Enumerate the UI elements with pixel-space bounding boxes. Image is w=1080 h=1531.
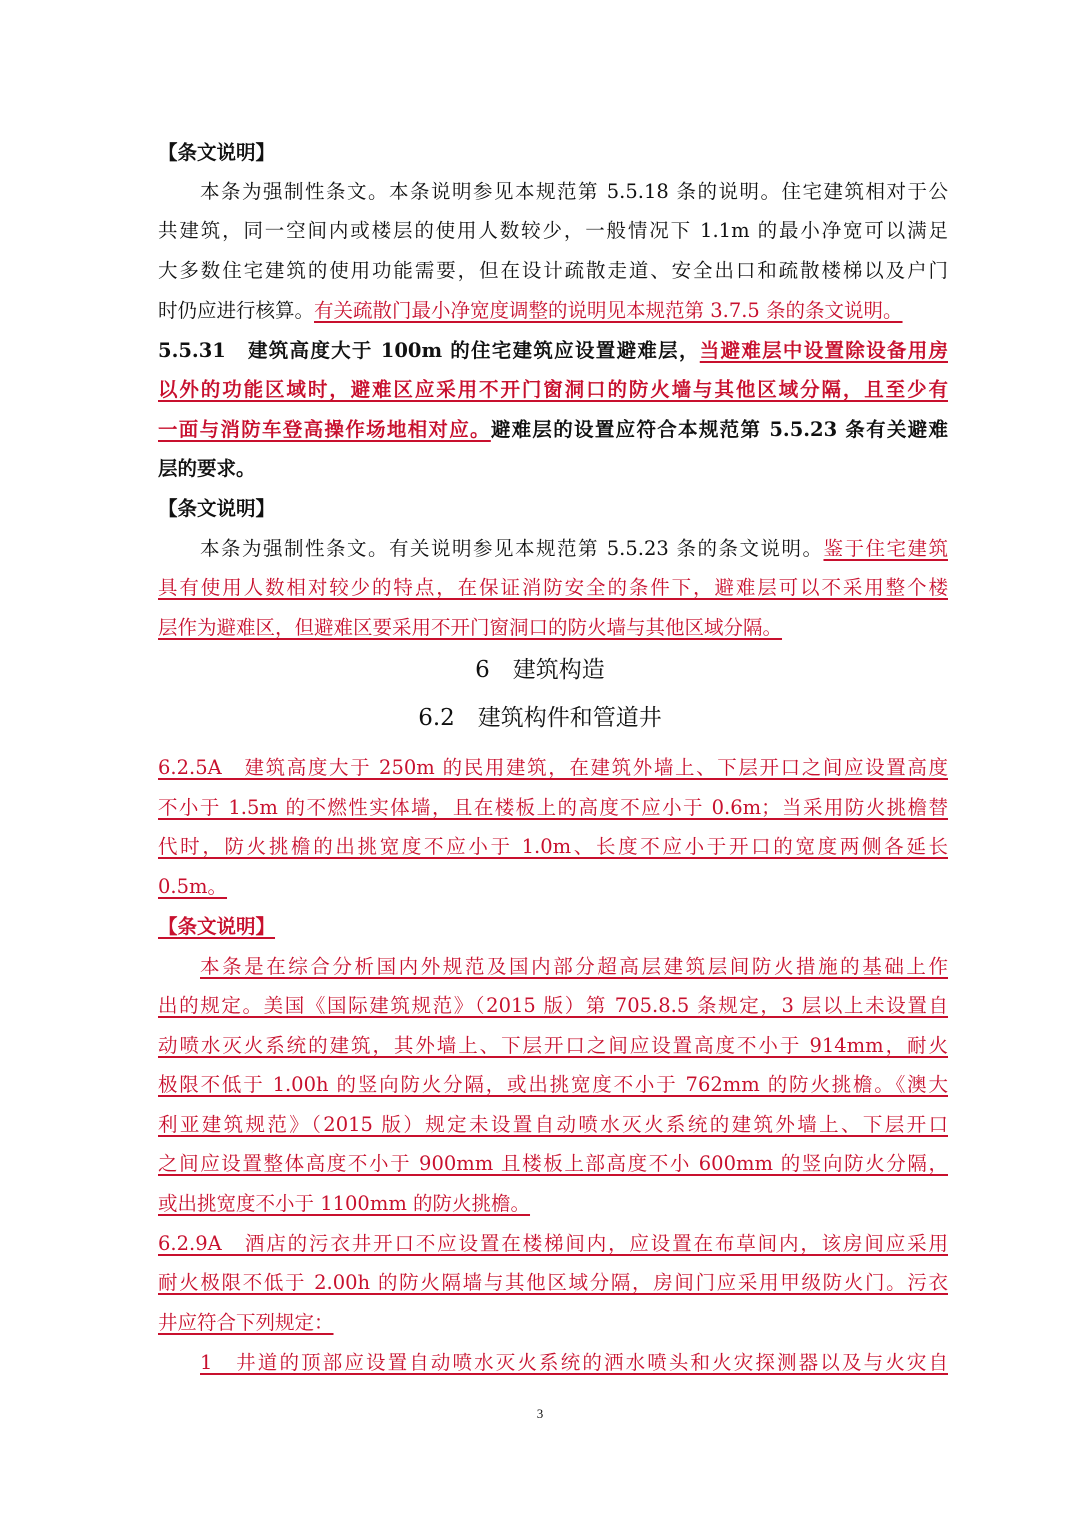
clause-5-5-31-line xyxy=(158,373,948,407)
revised-text: 6.2.9A 酒店的污衣井开口不应设置在楼梯间内，应设置在布草间内，该房间应采用 xyxy=(158,1232,948,1255)
revised-text: 具有使用人数相对较少的特点，在保证消防安全的条件下，避难层可以不采用整个楼 xyxy=(158,576,948,599)
paragraph-line xyxy=(158,294,948,328)
revised-text: 井应符合下列规定： xyxy=(158,1311,334,1334)
paragraph-line: 本条为强制性条文。本条说明参见本规范第 5.5.18 条的说明。住宅建筑相对于公 xyxy=(200,180,948,203)
revised-text: 代时，防火挑檐的出挑宽度不应小于 1.0m、长度不应小于开口的宽度两侧各延长 xyxy=(158,835,948,858)
paragraph-line: 大多数住宅建筑的使用功能需要，但在设计疏散走道、安全出口和疏散楼梯以及户门 xyxy=(158,259,948,282)
paragraph-line xyxy=(158,1068,948,1102)
paragraph-line: 共建筑，同一空间内或楼层的使用人数较少，一般情况下 1.1m 的最小净宽可以满足 xyxy=(158,219,948,242)
revised-text: 以外的功能区域时，避难区应采用不开门窗洞口的防火墙与其他区域分隔，且至少有 xyxy=(158,378,948,401)
revised-text: 一面与消防车登高操作场地相对应。 xyxy=(158,418,491,441)
normal-text: 避难层的设置应符合本规范第 5.5.23 条有关避难 xyxy=(490,418,948,441)
section-label-text: 【条文说明】 xyxy=(158,497,276,520)
paragraph-line xyxy=(158,611,948,645)
section-label-text: 【条文说明】 xyxy=(158,141,276,164)
paragraph-line xyxy=(158,1108,948,1142)
paragraph-line xyxy=(158,532,948,566)
clause-5-5-31-line xyxy=(158,334,948,368)
revised-text: 0.5m。 xyxy=(158,875,228,898)
normal-text: 5.5.31 建筑高度大于 100m 的住宅建筑应设置避难层， xyxy=(158,339,700,362)
revised-text: 耐火极限不低于 2.00h 的防火隔墙与其他区域分隔，房间门应采用甲级防火门。污衣 xyxy=(158,1271,948,1294)
clause-6-2-9a-line xyxy=(158,1227,948,1261)
chapter-heading: 6 建筑构造 xyxy=(475,657,605,683)
clause-6-2-5a-line xyxy=(158,830,948,864)
revised-text: 不小于 1.5m 的不燃性实体墙，且在楼板上的高度不应小于 0.6m；当采用防火挑檐替 xyxy=(158,796,948,819)
paragraph-line xyxy=(158,1187,948,1221)
normal-text: 时仍应进行核算。 xyxy=(158,299,315,322)
clause-5-5-31-line: 层的要求。 xyxy=(158,457,256,480)
page-number: 3 xyxy=(536,1406,544,1421)
section-label xyxy=(158,136,948,170)
revised-text: 6.2.5A 建筑高度大于 250m 的民用建筑，在建筑外墙上、下层开口之间应设置高度 xyxy=(158,756,948,779)
revised-text: 鉴于住宅建筑 xyxy=(823,537,948,560)
revised-text: 本条是在综合分析国内外规范及国内部分超高层建筑层间防火措施的基础上作 xyxy=(200,955,948,978)
revised-text: 动喷水灭火系统的建筑，其外墙上、下层开口之间应设置高度不小于 914mm，耐火 xyxy=(158,1034,948,1057)
clause-6-2-5a-line xyxy=(158,791,948,825)
section-label-text: 【条文说明】 xyxy=(158,915,276,938)
clause-6-2-9a-line xyxy=(158,1346,948,1380)
clause-5-5-31-line xyxy=(158,413,948,447)
revised-text: 当避难层中设置除设备用房 xyxy=(699,339,948,362)
revised-text: 层作为避难区，但避难区要采用不开门窗洞口的防火墙与其他区域分隔。 xyxy=(158,616,783,639)
paragraph-line xyxy=(158,1147,948,1181)
clause-6-2-5a-line xyxy=(158,751,948,785)
revised-text: 或出挑宽度不小于 1100mm 的防火挑檐。 xyxy=(158,1192,531,1215)
revised-text: 1 井道的顶部应设置自动喷水灭火系统的洒水喷头和火灾探测器以及与火灾自 xyxy=(200,1351,948,1374)
revised-text: 出的规定。美国《国际建筑规范》（2015 版）第 705.8.5 条规定，3 层以上未设置自 xyxy=(158,994,948,1017)
clause-6-2-9a-line xyxy=(158,1306,948,1340)
paragraph-line xyxy=(158,950,948,984)
paragraph-line xyxy=(158,571,948,605)
section-label xyxy=(158,910,948,944)
clause-6-2-9a-line xyxy=(158,1266,948,1300)
normal-text: 本条为强制性条文。有关说明参见本规范第 5.5.23 条的条文说明。 xyxy=(200,537,824,560)
section-heading: 6.2 建筑构件和管道井 xyxy=(418,705,662,731)
revised-text: 有关疏散门最小净宽度调整的说明见本规范第 3.7.5 条的条文说明。 xyxy=(314,299,903,322)
paragraph-line xyxy=(158,989,948,1023)
revised-text: 极限不低于 1.00h 的竖向防火分隔，或出挑宽度不小于 762mm 的防火挑檐。《澳大 xyxy=(158,1073,948,1096)
paragraph-line xyxy=(158,1029,948,1063)
revised-text: 之间应设置整体高度不小于 900mm 且楼板上部高度不小 600mm 的竖向防火分隔， xyxy=(158,1152,948,1175)
section-label xyxy=(158,492,948,526)
revised-text: 利亚建筑规范》（2015 版）规定未设置自动喷水灭火系统的建筑外墙上、下层开口 xyxy=(158,1113,948,1136)
clause-6-2-5a-line xyxy=(158,870,948,904)
